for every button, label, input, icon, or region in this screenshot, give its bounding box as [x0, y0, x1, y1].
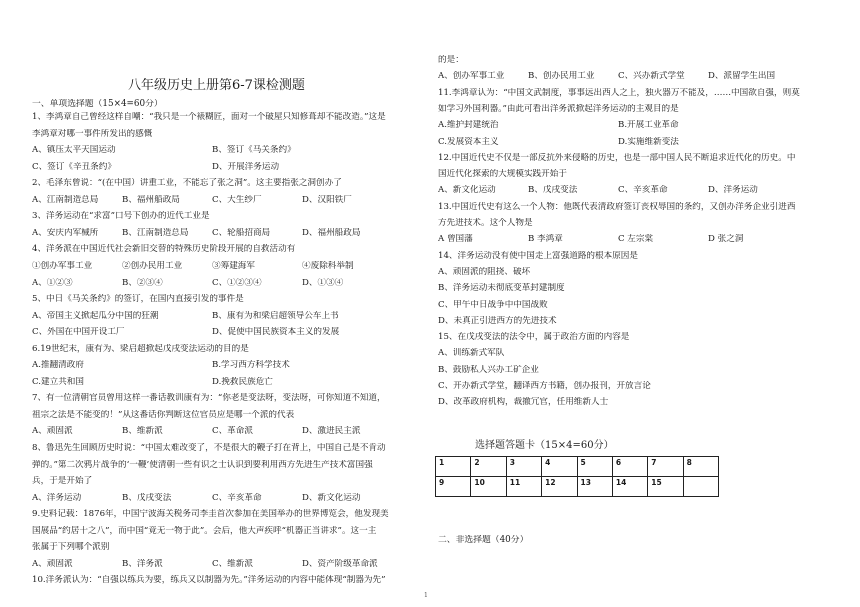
question-line: 5、中日《马关条约》的签订，在国内直接引发的事件是: [32, 294, 244, 305]
option-text: B、②③④: [122, 277, 163, 288]
option-text: C.发展资本主义: [438, 136, 499, 147]
option-text: A、江南制造总局: [32, 194, 99, 205]
option-row: [32, 145, 392, 157]
answer-cell[interactable]: 12: [542, 477, 577, 497]
question-line: 3、洋务运动在“求富”口号下创办的近代工业是: [32, 211, 210, 222]
question-line: 李鸿章对哪一事件所发出的感慨: [32, 128, 153, 139]
exam-title: 八年级历史上册第6-7课检测题: [128, 78, 305, 93]
question-line: 10.洋务派认为：“自强以练兵为要，练兵又以制器为先。”洋务运动的内容中能体现“制器为先”: [32, 575, 386, 586]
question-line: 国近代化探索的大规模实践开始于: [438, 169, 567, 180]
option-text: ①创办军事工业: [32, 260, 93, 271]
option-text: B、维新派: [122, 426, 163, 437]
option-text: B.开展工业革命: [618, 120, 679, 131]
option-text: C、大生纱厂: [212, 194, 262, 205]
question-line: 国展品“约居十之八”，而中国“竟无一物于此”。会后，他大声疾呼“机器正当讲求”。这一主: [32, 525, 377, 536]
question-line: 14、洋务运动没有使中国走上富强道路的根本原因是: [438, 250, 638, 261]
answer-cell[interactable]: 15: [648, 477, 683, 497]
option-text: C、维新派: [212, 558, 253, 569]
option-row: [32, 311, 392, 323]
option-text: D.实施维新变法: [618, 136, 679, 147]
question-line: 方先进技术。这个人物是: [438, 218, 533, 228]
option-row: [32, 377, 392, 389]
option-text: C、轮船招商局: [212, 227, 271, 238]
question-line: 4、洋务派在中国近代社会新旧交替的特殊历史阶段开展的自救活动有: [32, 244, 296, 255]
option-text: C、兴办新式学堂: [618, 71, 685, 82]
answer-card-title: 选择题答题卡（15×4=60分）: [475, 440, 614, 451]
option-text: B、江南制造总局: [122, 227, 189, 238]
option-text: B.学习西方科学技术: [212, 360, 290, 371]
question-line: B、鼓励私人兴办工矿企业: [438, 364, 539, 375]
option-row: [438, 234, 798, 246]
question-line: 15、在戊戌变法的法令中，属于政治方面的内容是: [438, 332, 630, 343]
option-text: B 李鸿章: [528, 234, 563, 245]
option-text: ③筹建海军: [212, 260, 255, 271]
option-text: A、创办军事工业: [438, 71, 505, 82]
section-2-heading: 二、非选择题（40分）: [438, 535, 529, 545]
question-line: D、改革政府机构，裁撤冗官，任用维新人士: [438, 397, 609, 408]
option-text: B、戊戌变法: [122, 492, 172, 503]
option-text: B、戊戌变法: [528, 185, 578, 196]
answer-cell[interactable]: 6: [612, 457, 647, 477]
option-text: D 张之洞: [708, 234, 744, 245]
option-text: A、①②③: [32, 277, 73, 288]
question-line: 8、鲁迅先生回顾历史时说：“中国太难改变了，不是很大的鞭子打在背上，中国自己是不肯动: [32, 443, 386, 453]
option-row: [32, 228, 392, 240]
answer-cell[interactable]: 8: [683, 457, 718, 477]
question-line: 6.19世纪末，康有为、梁启超掀起戊戌变法运动的目的是: [32, 343, 249, 354]
question-line: 9.史料记载：1876年，中国宁波海关税务司李圭首次参加在美国举办的世界博览会，他发现美: [32, 509, 389, 520]
answer-cell[interactable]: 3: [506, 457, 541, 477]
option-text: C、辛亥革命: [212, 492, 262, 503]
option-text: D、洋务运动: [708, 185, 758, 196]
option-row: [438, 120, 798, 132]
question-line: D、未真正引进西方的先进技术: [438, 315, 557, 326]
option-text: C、签订《辛丑条约》: [32, 161, 116, 172]
answer-cell[interactable]: 11: [506, 477, 541, 497]
option-text: A、镇压太平天国运动: [32, 145, 116, 156]
question-line: 弹的。”第二次鸦片战争的‘一鞭’使清朝一些有识之士认识到要利用西方先进生产技术富国强: [32, 459, 373, 470]
answer-cell[interactable]: 5: [577, 457, 612, 477]
answer-cell[interactable]: 14: [612, 477, 647, 497]
question-line: 7、有一位清朝官员曾用这样一番话教训康有为：“你老是变法呀，变法呀，可你知道不知道，: [32, 393, 386, 404]
option-text: ②创办民用工业: [122, 260, 183, 271]
option-text: A、顽固派: [32, 558, 73, 569]
option-row: [32, 261, 392, 273]
option-row: [32, 493, 392, 505]
answer-cell[interactable]: 9: [436, 477, 471, 497]
section-1-heading: 一、单项选择题（15×4=60分）: [32, 99, 163, 109]
question-line: 12.中国近代史不仅是一部反抗外来侵略的历史，也是一部中国人民不断追求近代化的历史。中: [438, 152, 796, 163]
question-line: 祖宗之法是不能变的！”从这番话你判断这位官员应是哪一个派的代表: [32, 409, 295, 420]
option-row: [438, 185, 798, 197]
option-row: [32, 162, 392, 174]
question-line: 11.李鸿章认为：“中国文武制度，事事远出西人之上，独火器万不能及，……中国欲自强，则莫: [438, 87, 800, 98]
option-text: A 曾国藩: [438, 234, 473, 245]
answer-cell[interactable]: 1: [436, 457, 471, 477]
option-text: D、资产阶级革命派: [302, 558, 378, 569]
answer-card-table: [435, 456, 719, 497]
answer-cell[interactable]: 2: [471, 457, 506, 477]
option-text: B、签订《马关条约》: [212, 145, 296, 156]
question-line: C、甲午中日战争中中国战败: [438, 299, 548, 310]
option-row: [438, 71, 798, 83]
option-text: D、促使中国民族资本主义的发展: [212, 327, 340, 338]
question-line: A、顽固派的阻挠、破坏: [438, 266, 531, 277]
question-line: 的是：: [438, 55, 464, 65]
option-text: B、福州船政局: [122, 194, 180, 205]
option-row: [32, 195, 392, 207]
option-text: D、新文化运动: [302, 492, 361, 503]
option-text: B、康有为和梁启超领导公车上书: [212, 310, 339, 321]
question-line: B、洋务运动未彻底变革封建制度: [438, 283, 565, 294]
question-line: 2、毛泽东曾说：“(在中国）讲重工业，不能忘了张之洞”。这主要指张之洞创办了: [32, 178, 342, 189]
question-line: C、开办新式学堂，翻译西方书籍，创办报刊，开放言论: [438, 381, 651, 391]
option-text: D、派留学生出国: [708, 71, 776, 82]
option-text: C、①②③④: [212, 277, 262, 288]
option-text: D、福州船政局: [302, 227, 361, 238]
option-text: A、顽固派: [32, 426, 73, 437]
answer-cell[interactable]: 4: [542, 457, 577, 477]
option-row: [32, 426, 392, 438]
option-row: [32, 278, 392, 290]
question-line: 13.中国近代史有这么一个人物：他既代表清政府签订丧权辱国的条约，又创办洋务企业引进西: [438, 201, 796, 212]
option-text: A.维护封建统治: [438, 120, 499, 131]
option-text: D、开展洋务运动: [212, 161, 280, 172]
question-line: 如学习外国利器。”由此可看出洋务派掀起洋务运动的主观目的是: [438, 103, 679, 114]
answer-card-row: [436, 457, 719, 477]
option-text: A.推翻清政府: [32, 360, 84, 371]
option-text: D、汉阳铁厂: [302, 194, 352, 205]
option-text: C 左宗棠: [618, 234, 654, 245]
answer-cell[interactable]: [683, 477, 718, 497]
question-line: 1、李鸿章自己曾经这样自嘲：“我只是一个裱糊匠，面对一个破屋只知修葺却不能改造。”这是: [32, 112, 386, 122]
answer-cell[interactable]: 13: [577, 477, 612, 497]
option-text: A、洋务运动: [32, 492, 82, 503]
option-text: A、新文化运动: [438, 185, 496, 196]
option-row: [32, 327, 392, 339]
question-line: 张属于下列哪个派别: [32, 542, 110, 553]
option-text: ④废除科举制: [302, 260, 354, 271]
option-row: [438, 137, 798, 149]
option-text: C、外国在中国开设工厂: [32, 327, 125, 338]
option-text: D、激进民主派: [302, 426, 361, 437]
option-text: B、创办民用工业: [528, 71, 595, 82]
question-line: A、训练新式军队: [438, 348, 505, 359]
question-line: 兵，于是开始了: [32, 476, 93, 487]
option-text: A、安庆内军械所: [32, 227, 99, 238]
answer-cell[interactable]: 7: [648, 457, 683, 477]
option-text: A、帝国主义掀起瓜分中国的狂潮: [32, 310, 159, 321]
answer-cell[interactable]: 10: [471, 477, 506, 497]
option-text: C、辛亥革命: [618, 185, 668, 196]
page-number: 1: [424, 592, 428, 599]
option-text: D.挽救民族危亡: [212, 376, 273, 387]
option-text: B、洋务派: [122, 558, 163, 569]
option-row: [32, 559, 392, 571]
option-text: C.建立共和国: [32, 376, 84, 387]
answer-card-row: [436, 477, 719, 497]
option-row: [32, 360, 392, 372]
option-text: C、革命派: [212, 426, 253, 437]
option-text: D、①③④: [302, 277, 344, 288]
